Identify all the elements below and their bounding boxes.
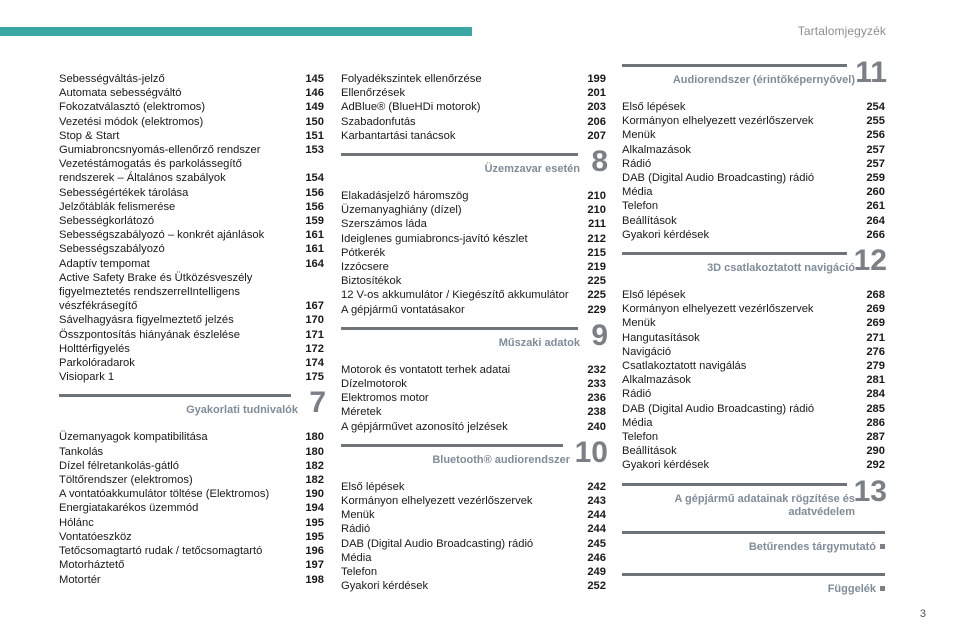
toc-list [341, 480, 606, 594]
toc-entry[interactable] [622, 345, 885, 359]
toc-entry[interactable] [341, 494, 606, 508]
toc-entry[interactable] [59, 129, 324, 143]
toc-entry-page: 172 [305, 342, 324, 355]
toc-entry[interactable] [622, 100, 885, 114]
toc-entry-title: Gyakori kérdések [341, 580, 429, 593]
toc-entry-page: 269 [866, 317, 885, 330]
toc-entry[interactable] [341, 508, 606, 522]
toc-entry-title: Holttérfigyelés [59, 342, 130, 355]
toc-entry-title: Vezetési módok (elektromos) [59, 115, 204, 128]
toc-entry-page: 161 [305, 229, 324, 242]
toc-entry[interactable] [622, 214, 885, 228]
toc-entry-title: Rádió [622, 388, 652, 401]
toc-entry[interactable] [341, 72, 606, 86]
toc-entry-title: Motorháztető [59, 559, 125, 572]
toc-entry-page: 171 [305, 328, 324, 341]
toc-appendix [622, 573, 885, 601]
toc-entry[interactable] [622, 331, 885, 345]
toc-entry[interactable] [622, 143, 885, 157]
toc-entry-title: Szabadonfutás [341, 115, 416, 128]
toc-entry[interactable] [341, 115, 606, 129]
toc-entry-page: 180 [305, 445, 324, 458]
toc-entry-title: Sebességszabályozó – konkrét ajánlások [59, 229, 265, 242]
toc-entry[interactable] [341, 480, 606, 494]
section-number: 12 [853, 244, 887, 278]
toc-entry-title: Automata sebességváltó [59, 87, 182, 100]
toc-entry-title: Parkolóradarok [59, 357, 135, 370]
toc-entry-title: DAB (Digital Audio Broadcasting) rádió [622, 402, 815, 415]
toc-entry-title: Ideiglenes gumiabroncs-javító készlet [341, 232, 528, 245]
toc-section-10 [341, 435, 608, 594]
toc-entry[interactable] [59, 86, 324, 100]
toc-entry-title: Hólánc [59, 516, 94, 529]
toc-entry-page: 206 [587, 115, 606, 128]
toc-entry-page: 252 [587, 580, 606, 593]
toc-entry-title: Jelzőtáblák felismerése [59, 200, 176, 213]
toc-entry-page: 180 [305, 431, 324, 444]
toc-entry-title: Biztosítékok [341, 275, 402, 288]
toc-entry-page: 159 [305, 215, 324, 228]
toc-entry-page: 195 [305, 530, 324, 543]
toc-entry-page: 164 [305, 257, 324, 270]
toc-entry[interactable] [59, 370, 324, 384]
toc-entry-page: 233 [587, 378, 606, 391]
toc-entry[interactable] [341, 391, 606, 405]
toc-entry-title: Csatlakoztatott navigálás [622, 360, 747, 373]
toc-list [59, 72, 324, 384]
toc-entry-page: 182 [305, 459, 324, 472]
toc-entry[interactable] [622, 171, 885, 185]
toc-entry[interactable] [622, 157, 885, 171]
toc-entry-title: Menük [622, 129, 656, 142]
toc-list [622, 288, 885, 473]
toc-entry-page: 225 [587, 275, 606, 288]
toc-entry-page: 225 [587, 289, 606, 302]
toc-entry-page: 271 [866, 331, 885, 344]
toc-entry[interactable] [341, 288, 606, 302]
toc-entry-title: Energiatakarékos üzemmód [59, 502, 199, 515]
toc-entry-page: 245 [587, 537, 606, 550]
toc-list [341, 189, 606, 317]
toc-entry-title: Telefon [341, 566, 378, 579]
toc-entry-title: Navigáció [622, 345, 672, 358]
toc-entry[interactable] [59, 228, 324, 242]
toc-entry-title: Sebességkorlátozó [59, 215, 155, 228]
toc-section-8 [341, 145, 608, 317]
toc-entry-page: 210 [587, 190, 606, 203]
toc-entry-page: 170 [305, 314, 324, 327]
toc-entry[interactable] [341, 363, 606, 377]
toc-entry[interactable] [622, 387, 885, 401]
toc-entry-page: 182 [305, 474, 324, 487]
toc-entry[interactable] [59, 342, 324, 356]
toc-entry-page: 281 [866, 374, 885, 387]
toc-entry-title: Telefon [622, 200, 659, 213]
toc-entry-page: 203 [587, 101, 606, 114]
toc-entry-page: 196 [305, 545, 324, 558]
section-title[interactable]: Audiorendszer (érintőképernyővel) [672, 74, 855, 86]
toc-section-9 [341, 318, 608, 434]
toc-entry[interactable] [59, 242, 324, 256]
toc-entry-page: 211 [587, 218, 606, 231]
toc-entry-title: Sávelhagyásra figyelmeztető jelzés [59, 314, 234, 327]
toc-entry-page: 244 [587, 509, 606, 522]
toc-entry-title: Active Safety Brake és Ütközésveszély figyelmeztetés rendszerrelIntelligens vészfékrásegítő [59, 271, 253, 313]
toc-entry-title: Fokozatválasztó (elektromos) [59, 101, 206, 114]
toc-entry[interactable] [341, 579, 606, 593]
toc-entry-title: A gépjárművet azonosító jelzések [341, 420, 508, 433]
toc-entry[interactable] [59, 100, 324, 114]
toc-entry-title: Karbantartási tanácsok [341, 129, 456, 142]
toc-entry-title: Első lépések [341, 480, 405, 493]
section-rule [622, 531, 885, 534]
toc-entry-title: Első lépések [622, 289, 686, 302]
toc-entry-title: Kormányon elhelyezett vezérlőszervek [341, 495, 533, 508]
toc-entry[interactable] [341, 246, 606, 260]
toc-entry-page: 198 [305, 573, 324, 586]
toc-entry-page: 212 [587, 232, 606, 245]
section-title[interactable]: Műszaki adatok [498, 336, 580, 349]
toc-entry-page: 167 [305, 300, 324, 313]
toc-entry-title: Média [622, 186, 653, 199]
toc-entry[interactable] [59, 445, 324, 459]
toc-entry-page: 201 [587, 87, 606, 100]
toc-entry-title: Stop & Start [59, 129, 120, 142]
toc-entry-page: 174 [305, 357, 324, 370]
toc-entry-title: Összpontosítás hiányának észlelése [59, 328, 240, 341]
toc-list [59, 430, 324, 586]
toc-entry-page: 287 [866, 431, 885, 444]
toc-entry-title: Kormányon elhelyezett vezérlőszervek [622, 303, 814, 316]
toc-entry[interactable] [59, 558, 324, 572]
toc-index [622, 531, 885, 559]
toc-entry-title: Gyakori kérdések [622, 228, 710, 241]
toc-entry-page: 242 [587, 480, 606, 493]
toc-entry-page: 197 [305, 559, 324, 572]
toc-entry[interactable] [341, 522, 606, 536]
toc-entry-page: 195 [305, 516, 324, 529]
section-title[interactable]: A gépjármű adatainak rögzítése és adatvédelem [674, 492, 855, 518]
section-number: 7 [309, 386, 326, 420]
toc-entry-page: 264 [866, 214, 885, 227]
toc-entry-title: Pótkerék [341, 246, 386, 259]
page-number: 3 [919, 608, 926, 620]
toc-entry[interactable] [622, 359, 885, 373]
toc-entry[interactable] [59, 430, 324, 444]
toc-entry-page: 257 [866, 143, 885, 156]
toc-entry[interactable] [341, 420, 606, 434]
appendix-title: Függelék [827, 582, 876, 595]
toc-entry[interactable] [59, 214, 324, 228]
toc-entry-page: 210 [587, 204, 606, 217]
toc-entry-title: Rádió [622, 157, 652, 170]
section-number: 11 [855, 56, 887, 89]
toc-entry[interactable] [59, 186, 324, 200]
toc-entry-page: 149 [305, 101, 324, 114]
index-title: Betűrendes tárgymutató [748, 540, 876, 553]
toc-entry-page: 194 [305, 502, 324, 515]
toc-entry[interactable] [622, 228, 885, 242]
toc-entry[interactable] [341, 129, 606, 143]
toc-entry-page: 255 [866, 115, 885, 128]
toc-entry[interactable] [341, 232, 606, 246]
toc-entry-page: 279 [866, 360, 885, 373]
toc-entry[interactable] [59, 313, 324, 327]
toc-entry-page: 292 [866, 459, 885, 472]
toc-entry-title: Alkalmazások [622, 143, 692, 156]
square-bullet-icon [880, 544, 885, 549]
toc-entry[interactable] [59, 544, 324, 558]
toc-entry-title: Üzemanyaghiány (dízel) [341, 204, 462, 217]
toc-entry-page: 215 [587, 246, 606, 259]
toc-entry-page: 260 [866, 186, 885, 199]
toc-entry[interactable] [341, 377, 606, 391]
toc-list [341, 72, 606, 143]
toc-entry[interactable] [622, 185, 885, 199]
toc-column-1 [59, 72, 324, 587]
toc-entry-title: Kormányon elhelyezett vezérlőszervek [622, 115, 814, 128]
toc-entry[interactable] [341, 405, 606, 419]
toc-entry-page: 207 [587, 129, 606, 142]
toc-entry-page: 199 [587, 73, 606, 85]
section-rule [59, 394, 291, 397]
toc-entry[interactable] [622, 316, 885, 330]
toc-entry-title: Dízel félretankolás-gátló [59, 459, 180, 472]
toc-entry-page: 146 [305, 87, 324, 100]
toc-entry-title: Dízelmotorok [341, 378, 407, 391]
section-number: 10 [574, 435, 608, 469]
section-rule [341, 327, 578, 330]
toc-entry[interactable] [622, 128, 885, 142]
section-number: 8 [591, 145, 608, 179]
toc-entry-page: 269 [866, 303, 885, 316]
toc-entry[interactable] [341, 551, 606, 565]
toc-entry[interactable] [59, 157, 324, 185]
header-accent-bar [0, 27, 472, 36]
toc-entry-page: 261 [866, 200, 885, 213]
toc-entry-page: 236 [587, 392, 606, 405]
toc-entry-title: Adaptív tempomat [59, 257, 150, 270]
toc-entry[interactable] [622, 444, 885, 458]
toc-entry-title: Média [341, 551, 372, 564]
toc-entry-page: 219 [587, 261, 606, 274]
toc-entry-page: 145 [305, 73, 324, 85]
toc-entry-title: Ellenőrzések [341, 87, 406, 100]
toc-entry-title: Telefon [622, 431, 659, 444]
toc-entry-title: A gépjármű vontatásakor [341, 303, 465, 316]
toc-entry-title: AdBlue® (BlueHDi motorok) [341, 101, 481, 114]
toc-entry[interactable] [59, 200, 324, 214]
toc-section-11 [622, 56, 887, 242]
toc-section-13 [622, 474, 887, 518]
toc-section-12 [622, 244, 887, 473]
toc-entry-title: Üzemanyagok kompatibilitása [59, 431, 208, 444]
toc-entry-title: DAB (Digital Audio Broadcasting) rádió [622, 172, 815, 185]
toc-entry-page: 243 [587, 495, 606, 508]
toc-entry-title: Sebességértékek tárolása [59, 186, 189, 199]
toc-entry-page: 161 [305, 243, 324, 256]
toc-entry-page: 257 [866, 157, 885, 170]
toc-entry-title: Motorok és vontatott terhek adatai [341, 363, 511, 376]
toc-entry[interactable] [59, 516, 324, 530]
toc-entry-page: 175 [305, 371, 324, 384]
section-title[interactable]: Bluetooth® audiorendszer [432, 453, 570, 466]
toc-entry-page: 266 [866, 228, 885, 241]
toc-entry-title: Sebességváltás-jelző [59, 73, 165, 85]
toc-entry-page: 154 [305, 172, 324, 185]
toc-entry-title: Hangutasítások [622, 331, 700, 344]
section-number: 13 [853, 474, 887, 508]
section-title[interactable]: Gyakorlati tudnivalók [186, 404, 298, 417]
section-header [622, 56, 887, 97]
toc-entry[interactable] [59, 257, 324, 271]
toc-entry-title: Vontatóeszköz [59, 530, 132, 543]
section-rule [341, 444, 563, 447]
toc-entry-title: Vezetéstámogatás és parkolássegítő rendszerek – Általános szabályok [59, 158, 242, 185]
appendix-link[interactable] [828, 583, 885, 595]
toc-entry-page: 156 [305, 200, 324, 213]
toc-entry-title: Rádió [341, 523, 371, 536]
toc-entry[interactable] [341, 274, 606, 288]
toc-entry-title: Menük [341, 509, 375, 522]
toc-entry-page: 238 [587, 406, 606, 419]
toc-entry-page: 229 [587, 303, 606, 316]
toc-entry-title: Média [622, 416, 653, 429]
section-rule [622, 252, 847, 255]
toc-entry[interactable] [341, 565, 606, 579]
section-title[interactable]: Üzemzavar esetén [484, 163, 580, 176]
index-link[interactable] [749, 541, 885, 553]
toc-column-3 [622, 56, 887, 601]
section-header [341, 435, 608, 477]
toc-entry-page: 153 [305, 144, 324, 157]
toc-entry-page: 286 [866, 416, 885, 429]
toc-entry-page: 259 [866, 172, 885, 185]
toc-entry[interactable] [341, 86, 606, 100]
section-header [622, 244, 887, 285]
toc-entry[interactable] [622, 302, 885, 316]
toc-entry-title: Gyakori kérdések [622, 459, 710, 472]
toc-entry-title: Szerszámos láda [341, 218, 427, 231]
toc-entry[interactable] [59, 143, 324, 157]
section-header [622, 474, 887, 518]
toc-entry-title: Alkalmazások [622, 374, 692, 387]
toc-entry-title: Tetőcsomagtartó rudak / tetőcsomagtartó [59, 545, 263, 558]
toc-entry-title: A vontatóakkumulátor töltése (Elektromos) [59, 488, 270, 501]
toc-entry[interactable] [59, 501, 324, 515]
toc-entry-page: 190 [305, 488, 324, 501]
section-rule [622, 573, 885, 576]
section-header [341, 145, 608, 186]
toc-entry-title: 12 V-os akkumulátor / Kiegészítő akkumulátor [341, 289, 569, 302]
toc-entry[interactable] [622, 458, 885, 472]
toc-entry-title: Beállítások [622, 214, 677, 227]
toc-entry-page: 150 [305, 115, 324, 128]
section-rule [622, 483, 847, 486]
toc-entry[interactable] [59, 72, 324, 86]
toc-entry-title: Sebességszabályozó [59, 243, 165, 256]
toc-entry-title: Izzócsere [341, 261, 389, 274]
toc-entry-title: Motortér [59, 573, 101, 586]
toc-entry[interactable] [59, 271, 324, 314]
toc-entry-title: Méretek [341, 406, 382, 419]
toc-entry-page: 284 [866, 388, 885, 401]
toc-list [341, 363, 606, 434]
toc-entry-title: Első lépések [622, 101, 686, 113]
square-bullet-icon [880, 586, 885, 591]
toc-entry[interactable] [622, 373, 885, 387]
toc-entry[interactable] [341, 203, 606, 217]
toc-entry-title: Menük [622, 317, 656, 330]
toc-entry-page: 290 [866, 445, 885, 458]
toc-entry-page: 244 [587, 523, 606, 536]
toc-section-7 [59, 386, 326, 586]
toc-entry-title: Elakadásjelző háromszög [341, 190, 469, 203]
toc-entry-page: 151 [305, 129, 324, 142]
toc-entry[interactable] [622, 416, 885, 430]
toc-entry-page: 249 [587, 566, 606, 579]
toc-entry-page: 232 [587, 363, 606, 376]
section-header [341, 318, 608, 360]
toc-entry-title: Tankolás [59, 445, 104, 458]
toc-entry-title: Visiopark 1 [59, 371, 115, 384]
toc-entry-page: 268 [866, 289, 885, 302]
toc-entry-page: 246 [587, 551, 606, 564]
toc-entry[interactable] [622, 430, 885, 444]
toc-entry-title: Elektromos motor [341, 392, 429, 405]
toc-entry-title: Beállítások [622, 445, 677, 458]
toc-entry[interactable] [59, 356, 324, 370]
toc-entry-title: Folyadékszintek ellenőrzése [341, 73, 482, 85]
toc-entry[interactable] [59, 573, 324, 587]
toc-entry[interactable] [341, 189, 606, 203]
toc-entry-title: Gumiabroncsnyomás-ellenőrző rendszer [59, 144, 261, 157]
section-title[interactable]: 3D csatlakoztatott navigáció [707, 262, 855, 275]
toc-entry[interactable] [622, 114, 885, 128]
toc-entry-page: 156 [305, 186, 324, 199]
toc-entry[interactable] [59, 115, 324, 129]
toc-entry[interactable] [341, 100, 606, 114]
toc-list [622, 100, 885, 242]
toc-entry-page: 240 [587, 420, 606, 433]
toc-entry-page: 254 [866, 101, 885, 113]
section-rule [341, 153, 578, 156]
section-header [59, 386, 326, 427]
toc-entry-title: DAB (Digital Audio Broadcasting) rádió [341, 537, 534, 550]
toc-entry-page: 276 [866, 345, 885, 358]
section-rule [622, 64, 847, 67]
toc-entry[interactable] [622, 288, 885, 302]
toc-entry[interactable] [59, 328, 324, 342]
toc-entry-page: 256 [866, 129, 885, 142]
toc-entry[interactable] [59, 487, 324, 501]
toc-entry[interactable] [341, 537, 606, 551]
toc-entry[interactable] [59, 459, 324, 473]
section-number: 9 [591, 318, 608, 352]
toc-entry[interactable] [341, 303, 606, 317]
page-header-title: Tartalomjegyzék [797, 24, 886, 38]
toc-entry-page: 285 [866, 402, 885, 415]
toc-entry[interactable] [341, 217, 606, 231]
toc-entry[interactable] [622, 199, 885, 213]
toc-entry[interactable] [622, 402, 885, 416]
toc-entry[interactable] [341, 260, 606, 274]
toc-entry-title: Töltőrendszer (elektromos) [59, 474, 193, 487]
toc-column-2 [341, 72, 606, 593]
toc-entry[interactable] [59, 530, 324, 544]
toc-entry[interactable] [59, 473, 324, 487]
